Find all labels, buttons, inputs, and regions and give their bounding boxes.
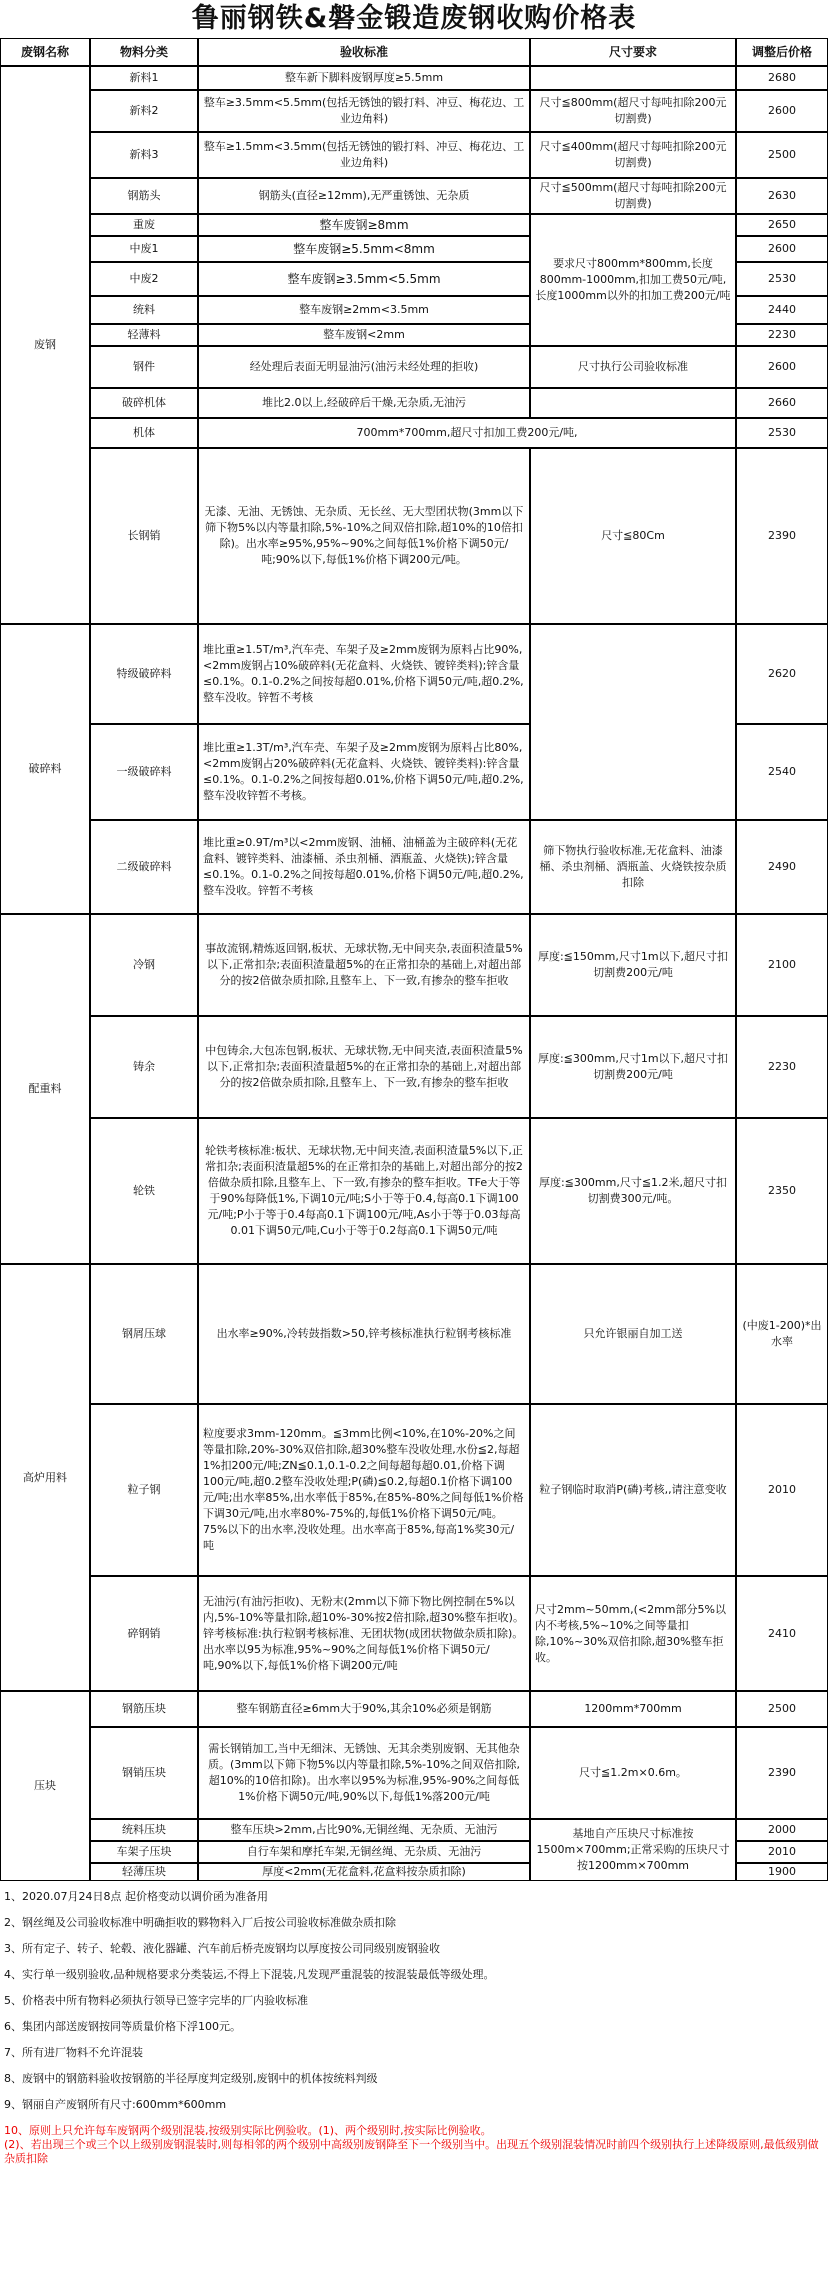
row-sub: 重废 xyxy=(90,214,198,236)
row-price: 2350 xyxy=(736,1118,828,1264)
note-item-red: 10、原则上只允许每车废钢两个级别混装,按级别实际比例验收。(1)、两个级别时,按实际比例验收。 xyxy=(4,2124,492,2137)
category-block: 压块 xyxy=(0,1691,90,1881)
row-sub: 新料2 xyxy=(90,90,198,132)
category-counterweight: 配重料 xyxy=(0,914,90,1264)
notes-section xyxy=(4,1884,824,2178)
merged-size-medium: 要求尺寸800mm*800mm,长度800mm-1000mm,扣加工费50元/吨,长度1000mm以外的扣加工费200元/吨 xyxy=(530,214,736,346)
row-size xyxy=(530,624,736,820)
category-blast-furnace: 高炉用料 xyxy=(0,1264,90,1691)
row-price: (中废1-200)*出水率 xyxy=(736,1264,828,1404)
row-standard: 经处理后表面无明显油污(油污未经处理的拒收) xyxy=(198,346,530,388)
row-price: 2490 xyxy=(736,820,828,914)
row-price: 2390 xyxy=(736,1727,828,1819)
row-sub: 粒子钢 xyxy=(90,1404,198,1576)
row-standard: 堆比重≥0.9T/m³以<2mm废钢、油桶、油桶盖为主破碎料(无花盒料、镀锌类料、油漆桶、杀虫剂桶、酒瓶盖、火烧铁);锌含量≤0.1%。0.1-0.2%之间按每超0.01%,价格下调50元/吨,超0.2%,整车没收。锌暂不考核 xyxy=(198,820,530,914)
row-standard: 整车废钢<2mm xyxy=(198,324,530,346)
page-title: 鲁丽钢铁&磐金锻造废钢收购价格表 xyxy=(191,3,637,34)
row-sub: 钢筋头 xyxy=(90,178,198,214)
row-sub: 轻薄料 xyxy=(90,324,198,346)
row-sub: 破碎机体 xyxy=(90,388,198,418)
row-standard: 700mm*700mm,超尺寸扣加工费200元/吨, xyxy=(198,418,736,448)
row-price: 2000 xyxy=(736,1819,828,1841)
row-standard: 整车≥3.5mm<5.5mm(包括无锈蚀的锻打料、冲豆、梅花边、工业边角料) xyxy=(198,90,530,132)
row-size: 厚度:≦300mm,尺寸1m以下,超尺寸扣切割费200元/吨 xyxy=(530,1016,736,1118)
row-price: 2650 xyxy=(736,214,828,236)
row-size: 尺寸≦400mm(超尺寸每吨扣除200元切割费) xyxy=(530,132,736,178)
row-standard: 整车钢筋直径≥6mm大于90%,其余10%必须是钢筋 xyxy=(198,1691,530,1727)
header-price: 调整后价格 xyxy=(736,38,828,66)
row-sub: 钢屑压球 xyxy=(90,1264,198,1404)
row-price: 2540 xyxy=(736,724,828,820)
row-sub: 轮铁 xyxy=(90,1118,198,1264)
note-item: 9、钢丽自产废钢所有尺寸:600mm*600mm xyxy=(4,2098,227,2111)
row-standard: 整车废钢≥5.5mm<8mm xyxy=(198,236,530,262)
row-price: 2230 xyxy=(736,324,828,346)
row-price: 2660 xyxy=(736,388,828,418)
row-price: 2600 xyxy=(736,90,828,132)
row-standard: 整车压块>2mm,占比90%,无铜丝绳、无杂质、无油污 xyxy=(198,1819,530,1841)
header-size: 尺寸要求 xyxy=(530,38,736,66)
row-standard: 中包铸余,大包冻包钢,板状、无球状物,无中间夹渣,表面积渣量5%以下,正常扣杂;表面积渣量超5%的在正常扣杂的基础上,对超出部分的按2倍做杂质扣除,且整车上、下一致,有掺杂的整车拒收 xyxy=(198,1016,530,1118)
row-standard: 事故流钢,精炼返回钢,板状、无球状物,无中间夹杂,表面积渣量5%以下,正常扣杂;表面积渣量超5%的在正常扣杂的基础上,对超出部分的按2倍做杂质扣除,且整车上、下一致,有掺杂的整车拒收 xyxy=(198,914,530,1016)
row-standard: 整车新下脚料废钢厚度≥5.5mm xyxy=(198,66,530,90)
row-standard: 粒度要求3mm-120mm。≦3mm比例<10%,在10%-20%之间等量扣除,20%-30%双倍扣除,超30%整车没收处理,水份≦2,每超1%扣200元/吨;ZN≦0.1,0.1-0.2之间每超每超0.01,价格下调100元/吨,超0.2整车没收处理;P(磷)≦0.2,每超0.1价格下调100元/吨;出水率85%,出水率低于85%,在85%-80%之间每低1%价格下调30元/吨,出水率80%-75%的,每低1%价格下调50元/吨。75%以下的出水率,没收处理。出水率高于85%,每高1%奖30元/吨 xyxy=(198,1404,530,1576)
row-size xyxy=(530,66,736,90)
row-price: 2390 xyxy=(736,448,828,624)
row-standard: 堆比重≥1.5T/m³,汽车壳、车架子及≥2mm废钢为原料占比90%,<2mm废钢占10%破碎料(无花盒料、火烧铁、镀锌类料);锌含量≤0.1%。0.1-0.2%之间按每超0.01%,价格下调50元/吨,超0.2%,整车没收。锌暂不考核 xyxy=(198,624,530,724)
row-price: 2530 xyxy=(736,418,828,448)
note-item: 2、钢丝绳及公司验收标准中明确拒收的夥物料入厂后按公司验收标准做杂质扣除 xyxy=(4,1916,396,1929)
row-sub: 一级破碎料 xyxy=(90,724,198,820)
row-sub: 新料3 xyxy=(90,132,198,178)
row-sub: 钢销压块 xyxy=(90,1727,198,1819)
note-item: 3、所有定子、转子、轮毂、液化器罐、汽车前后桥壳废钢均以厚度按公司同级别废钢验收 xyxy=(4,1942,440,1955)
row-standard: 整车≥1.5mm<3.5mm(包括无锈蚀的锻打料、冲豆、梅花边、工业边角料) xyxy=(198,132,530,178)
row-size: 尺寸≦80Cm xyxy=(530,448,736,624)
merged-size-blocks: 基地自产压块尺寸标准按1500m×700mm;正常采购的压块尺寸按1200mm×700mm xyxy=(530,1819,736,1881)
row-sub: 碎钢销 xyxy=(90,1576,198,1691)
row-standard: 无油污(有油污拒收)、无粉末(2mm以下筛下物比例控制在5%以内,5%-10%等量扣除,超10%-30%按2倍扣除,超30%整车拒收)。锌考核标准:执行粒钢考核标准、无团状物(成团状物做杂质扣除)。出水率以95为标准,95%~90%之间每低1%价格下调50元/吨,90%以下,每低1%价格下调200元/吨 xyxy=(198,1576,530,1691)
row-sub: 钢件 xyxy=(90,346,198,388)
row-sub: 中废1 xyxy=(90,236,198,262)
row-size: 尺寸≦500mm(超尺寸每吨扣除200元切割费) xyxy=(530,178,736,214)
row-price: 2530 xyxy=(736,262,828,296)
note-item: 1、2020.07月24日8点 起价格变动以调价函为准备用 xyxy=(4,1890,268,1903)
row-standard: 厚度<2mm(无花盒料,花盒料按杂质扣除) xyxy=(198,1863,530,1881)
row-price: 2440 xyxy=(736,296,828,324)
row-standard: 无漆、无油、无锈蚀、无杂质、无长丝、无大型团状物(3mm以下筛下物5%以内等量扣除,5%-10%之间双倍扣除,超10%的10倍扣除)。出水率≥95%,95%~90%之间每低1%价格下调50元/吨;90%以下,每低1%价格下调200元/吨。 xyxy=(198,448,530,624)
note-item: 8、废钢中的钢筋料验收按钢筋的半径厚度判定级别,废钢中的机体按统料判级 xyxy=(4,2072,378,2085)
row-standard: 整车废钢≥8mm xyxy=(198,214,530,236)
price-table xyxy=(0,38,828,1881)
row-sub: 特级破碎料 xyxy=(90,624,198,724)
category-crushed: 破碎料 xyxy=(0,624,90,914)
row-price: 2010 xyxy=(736,1841,828,1863)
row-price: 2410 xyxy=(736,1576,828,1691)
row-size: 厚度:≦300mm,尺寸≦1.2米,超尺寸扣切割费300元/吨。 xyxy=(530,1118,736,1264)
row-sub: 统料 xyxy=(90,296,198,324)
row-size: 尺寸2mm~50mm,(<2mm部分5%以内不考核,5%~10%之间等量扣除,10%~30%双倍扣除,超30%整车拒收。 xyxy=(530,1576,736,1691)
row-size xyxy=(530,388,736,418)
header-name: 废钢名称 xyxy=(0,38,90,66)
row-standard: 整车废钢≥2mm<3.5mm xyxy=(198,296,530,324)
row-size: 尺寸执行公司验收标准 xyxy=(530,346,736,388)
row-standard: 出水率≥90%,冷转鼓指数>50,锌考核标准执行粒钢考核标准 xyxy=(198,1264,530,1404)
note-item: 4、实行单一级别验收,品种规格要求分类装运,不得上下混装,凡发现严重混装的按混装最低等级处理。 xyxy=(4,1968,495,1981)
row-sub: 钢筋压块 xyxy=(90,1691,198,1727)
note-item: 5、价格表中所有物料必须执行领导已签字完毕的厂内验收标准 xyxy=(4,1994,308,2007)
row-price: 2600 xyxy=(736,236,828,262)
row-sub: 中废2 xyxy=(90,262,198,296)
row-standard: 钢筋头(直径≥12mm),无严重锈蚀、无杂质 xyxy=(198,178,530,214)
category-scrap: 废钢 xyxy=(0,66,90,624)
row-sub: 轻薄压块 xyxy=(90,1863,198,1881)
row-sub: 二级破碎料 xyxy=(90,820,198,914)
row-sub: 冷钢 xyxy=(90,914,198,1016)
row-sub: 长钢销 xyxy=(90,448,198,624)
row-sub: 机体 xyxy=(90,418,198,448)
row-sub: 新料1 xyxy=(90,66,198,90)
row-sub: 车架子压块 xyxy=(90,1841,198,1863)
row-size: 粒子钢临时取消P(磷)考核,,请注意变收 xyxy=(530,1404,736,1576)
note-item: 7、所有进厂物料不允许混装 xyxy=(4,2046,143,2059)
row-price: 2500 xyxy=(736,132,828,178)
row-price: 2100 xyxy=(736,914,828,1016)
row-price: 2500 xyxy=(736,1691,828,1727)
row-size: 筛下物执行验收标准,无花盒料、油漆桶、杀虫剂桶、酒瓶盖、火烧铁按杂质扣除 xyxy=(530,820,736,914)
row-price: 2680 xyxy=(736,66,828,90)
row-size: 尺寸≦800mm(超尺寸每吨扣除200元切割费) xyxy=(530,90,736,132)
row-price: 2620 xyxy=(736,624,828,724)
header-standard: 验收标准 xyxy=(198,38,530,66)
row-standard: 轮铁考核标准:板状、无球状物,无中间夹渣,表面积渣量5%以下,正常扣杂;表面积渣量超5%的在正常扣杂的基础上,对超出部分的按2倍做杂质扣除,且整车上、下一致,有掺杂的整车拒收。TFe大于等于90%每降低1%,下调10元/吨;S小于等于0.4,每高0.1下调100元/吨;P小于等于0.4每高0.1下调100元/吨,As小于等于0.03每高0.01下调50元/吨,Cu小于等于0.2每高0.1下调50元/吨 xyxy=(198,1118,530,1264)
row-sub: 铸余 xyxy=(90,1016,198,1118)
row-size: 厚度:≦150mm,尺寸1m以下,超尺寸扣切割费200元/吨 xyxy=(530,914,736,1016)
row-size: 尺寸≦1.2m×0.6m。 xyxy=(530,1727,736,1819)
row-price: 2230 xyxy=(736,1016,828,1118)
row-sub: 统料压块 xyxy=(90,1819,198,1841)
row-size: 1200mm*700mm xyxy=(530,1691,736,1727)
row-price: 2010 xyxy=(736,1404,828,1576)
row-standard: 整车废钢≥3.5mm<5.5mm xyxy=(198,262,530,296)
row-standard: 需长钢销加工,当中无细沫、无锈蚀、无其余类别废钢、无其他杂质。(3mm以下筛下物5%以内等量扣除,5%-10%之间双倍扣除,超10%的10倍扣除)。出水率以95%为标准,95%-90%之间每低1%价格下调50元/吨,90%以下,每低1%落200元/吨 xyxy=(198,1727,530,1819)
row-standard: 堆比重≥1.3T/m³,汽车壳、车架子及≥2mm废钢为原料占比80%,<2mm废钢占20%破碎料(无花盒料、火烧铁、镀锌类料):锌含量≤0.1%。0.1-0.2%之间按每超0.01%,价格下调50元/吨,超0.2%,整车没收锌暂不考核。 xyxy=(198,724,530,820)
row-price: 2630 xyxy=(736,178,828,214)
row-standard: 自行车架和摩托车架,无铜丝绳、无杂质、无油污 xyxy=(198,1841,530,1863)
row-price: 1900 xyxy=(736,1863,828,1881)
row-price: 2600 xyxy=(736,346,828,388)
header-subcategory: 物料分类 xyxy=(90,38,198,66)
note-item-red: (2)、若出现三个或三个以上级别废钢混装时,则每相邻的两个级别中高级别废钢降至下一个级别当中。出现五个级别混装情况时前四个级别执行上述降级原则,最低级别做杂质扣除 xyxy=(4,2138,819,2165)
row-size: 只允许银丽自加工送 xyxy=(530,1264,736,1404)
note-item: 6、集团内部送废钢按同等质量价格下浮100元。 xyxy=(4,2020,241,2033)
row-standard: 堆比2.0以上,经破碎后干燥,无杂质,无油污 xyxy=(198,388,530,418)
